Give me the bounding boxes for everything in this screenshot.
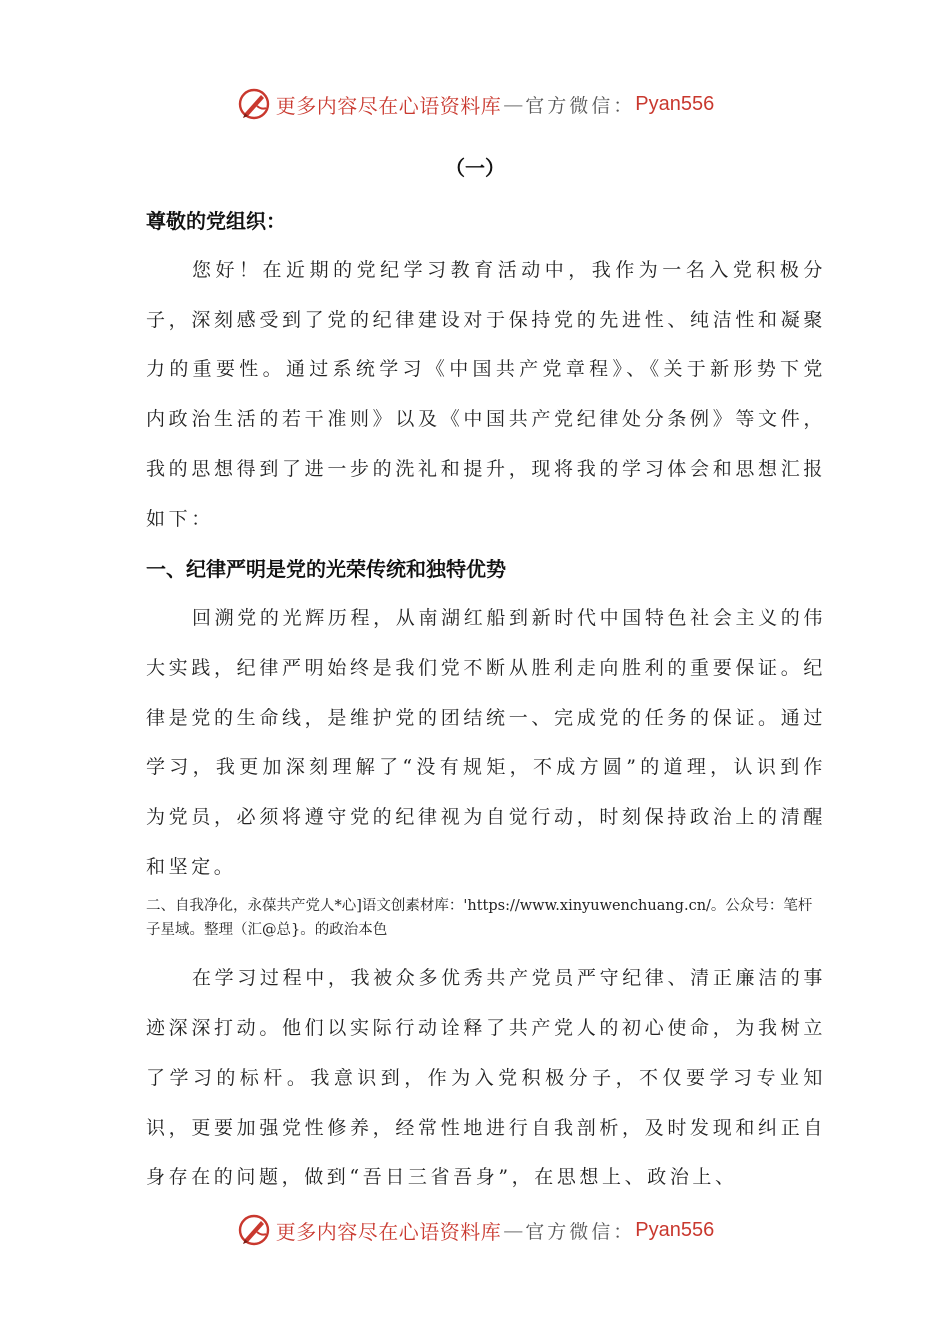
banner-wechat-id: Pyan556 [635,92,715,115]
paragraph-self-purification: 在学习过程中，我被众多优秀共产党员严守纪律、清正廉洁的事迹深深打动。他们以实际行动诠释了共产党人的初心使命，为我树立了学习的标杆。我意识到，作为入党积极分子，不仅要学习专业知识，更要加强党性修养，经常性地进行自我剖析，及时发现和纠正自身存在的问题，做到“吾日三省吾身”，在思想上、政治上、 [146,967,826,1189]
paragraph-intro: 您好！在近期的党纪学习教育活动中，我作为一名入党积极分子，深刻感受到了党的纪律建设对于保持党的先进性、纯洁性和凝聚力的重要性。通过系统学习《中国共产党章程》、《关于新形势下党内政治生活的若干准则》以及《中国共产党纪律处分条例》等文件，我的思想得到了进一步的洗礼和提升，现将我的学习体会和思想汇报如下： [146,259,826,530]
document-body [146,196,826,1203]
section-2-heading: 二、自我净化，永葆共产党人*心]语文创素材库：'https://www.xinyuwenchuang.cn/。公众号：笔杆子星域。整理（汇@总}。的政治本色 [146,898,813,939]
paragraph-discipline: 回溯党的光辉历程，从南湖红船到新时代中国特色社会主义的伟大实践，纪律严明始终是我们党不断从胜利走向胜利的重要保证。纪律是党的生命线，是维护党的团结统一、完成党的任务的保证。通过学习，我更加深刻理解了“没有规矩，不成方圆”的道理，认识到作为党员，必须将遵守党的纪律视为自觉行动，时刻保持政治上的清醒和坚定。 [146,607,826,878]
salutation: 尊敬的党组织： [146,209,286,233]
banner-title: 更多内容尽在心语资料库 [275,1219,502,1244]
banner-dash: — [503,1218,524,1242]
footer-banner [0,1208,950,1252]
header-banner [0,82,950,126]
banner-dash: — [503,92,524,116]
part-title: （一） [445,156,505,180]
banner-wechat-id: Pyan556 [635,1218,715,1241]
banner-title: 更多内容尽在心语资料库 [275,93,502,118]
pen-logo-icon [236,1212,272,1248]
section-1-heading: 一、纪律严明是党的光荣传统和独特优势 [146,557,506,582]
pen-logo-icon [236,86,272,122]
banner-wechat-label: 官方微信： [525,1220,636,1243]
banner-wechat-label: 官方微信： [525,94,636,117]
